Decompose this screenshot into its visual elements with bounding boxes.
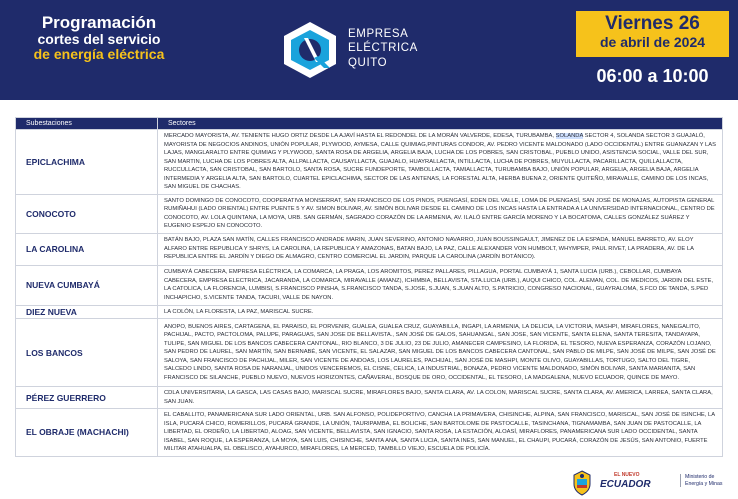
ministry-line-2: Energía y Minas: [685, 480, 723, 487]
sectors-list: [158, 233, 723, 265]
column-header-substations: Subestaciones: [16, 118, 158, 130]
sectors-text: BATÁN BAJO, PLAZA SAN MATÍN, CALLES FRANCISCO ANDRADE MARIN, JUAN SEVERINO, ANTONIO NAVARRO, JUAN BOUSSINGAULT, JIMENEZ DE LA ESPADA, MANUEL BARRETO, AV. ELOY ALFARO ENTRE REPUBLICA Y SHRYS, LA CAROLINA, LA REPUBLICA Y AMAZONAS, BATAN BAJO, LA PAZ, CALLE ALEXANDER VON HUMBOLT, WHYMPER, PAUL RIVET, LA PRADERA, AV. DE LA REPUBLICA ENTRE EL JARDÍN Y DIEGO DE ALMAGRO, CENTRO COMERCIAL EL JARDIN, PARQUE LA CAROLINA (JARDÍN BOTÁNICO).: [164, 237, 694, 261]
date-day: Viernes 26: [605, 13, 700, 34]
table-row: [16, 409, 723, 457]
table-row: [16, 319, 723, 387]
substation-name: LOS BANCOS: [16, 319, 158, 387]
substation-name: EL OBRAJE (MACHACHI): [16, 409, 158, 457]
substation-name: CONOCOTO: [16, 194, 158, 233]
company-name: [348, 27, 418, 70]
sectors-text: MERCADO MAYORISTA, AV. TENIENTE HUGO ORTIZ DESDE LA AJAVÍ HASTA EL REDONDEL DE LA MORÁN VALVERDE, EDESA, TURUBAMBA,: [164, 133, 556, 139]
substation-name: EPICLACHIMA: [16, 130, 158, 195]
ecuador-coat-of-arms-icon: [570, 470, 594, 496]
outage-table: [15, 117, 723, 457]
substation-name: DIEZ NUEVA: [16, 305, 158, 319]
footer-logos: [570, 470, 730, 496]
sectors-text: SANTO DOMINGO DE CONOCOTO, COOPERATIVA MONSERRAT, SAN FRANCISCO DE LOS PINOS, PUENGASÍ, EDEN DEL VALLE, LOMA DE PUENGASÍ, SAN JOSÉ DE MONAJAS, AUTOPISTA GENERAL RUMIÑAHUI (LADO ORIENTAL) ENTRE PUENTE 5 Y AV. SIMON BOLIVAR, AV. SIMÓN BOLIVAR DESDE EL CAMINO DE LOS INCAS HASTA LA ENTRADA A LA UNIVERSIDAD INTERNACIONAL, CENTRO DE CONOCOTO, AV. LOLA QUINTANA, LA MOYA, URB. SAN GERMÁN, SAGRADO CORAZÓN DE LA ARMENIA, AV. ILALÓ ENTRE GARCÍA MORENO Y LA BOCATOMA, CALLES GONZÁLEZ SUÁREZ Y EUGENIO ESPEJO EN CONOCOTO.: [164, 197, 715, 229]
program-title: [24, 14, 174, 63]
table-header-row: [16, 118, 723, 130]
title-line-2: cortes del servicio: [37, 31, 161, 48]
sectors-text: CDLA UNIVERSITARIA, LA GASCA, LAS CASAS BAJO, MARISCAL SUCRE, MIRAFLORES BAJO, SANTA CLARA, AV. LA COLON, MARISCAL SUCRE, SANTA CLARA, AV. AMERICA, LARREA, SANTA CLARA, SAN JUAN.: [164, 390, 713, 405]
title-line-1: Programación: [41, 13, 157, 32]
time-slot: 06:00 a 10:00: [596, 66, 709, 86]
sectors-list: [158, 409, 723, 457]
substation-name: PÉREZ GUERRERO: [16, 387, 158, 409]
table-row: [16, 130, 723, 195]
sectors-text: LA COLÓN, LA FLORESTA, LA PAZ, MARISCAL SUCRE.: [164, 308, 314, 315]
sectors-list: [158, 305, 723, 319]
el-nuevo-label: EL NUEVO: [614, 472, 640, 478]
sectors-text: EL CABALLITO, PANAMERICANA SUR LADO ORIENTAL, URB. SAN ALFONSO, POLIDEPORTIVO, CANCHA LA PRIMAVERA, CHISINCHE, ALPINA, SAN FRANCISCO, MARISCAL, SAN JOSÉ DE ISINCHE, LA ISLA, PUCARÁ CHICO, ROMERILLOS, PUCARÁ GRANDE, LA UNIÓN, TAURIPAMBA, EL BOLICHE, SAN BARTOLOME DE PASTOCALLE, TASINCHANA, TIGNAMAMBA, SAN JUAN DE PASTOCALLE, LA LIBERTAD, EL ORDEÑO, LA LIBERTAD, ALOAG, SAN VICENTE, BELLAVISTA, SAN IGNACIO, SANTA ROSA, LA ESTACIÓN, ALOASÍ, MIRAFLORES, PANAMERICANA SUR LADO OCCIDENTAL, SANTA ISABEL, SAN ROQUE, LA ESPERANZA, LA MOYA, SAN LUIS, CHISINCHE, SANTA ANA, SANTA LUCIA, SANTA INES, SAN MANUEL, EL CHAUPI, PUCARÁ, CORAZÓN DE JESÚS, SAN ANTONIO, FUERTE MILITAR ATAHUALPA, EL OBELISCO, AYAHURCO, MIRAFLORES, LA MERCED, TAMBILLO VIEJO, ESCUELA DE POLICÍA.: [164, 412, 715, 452]
substation-name: LA CAROLINA: [16, 233, 158, 265]
ecuador-logo-text: ECUADOR: [600, 479, 651, 490]
company-line-2: ELÉCTRICA: [348, 42, 418, 55]
sectors-list: [158, 387, 723, 409]
sectors-list: [158, 319, 723, 387]
ministry-line-1: Ministerio de: [685, 474, 715, 480]
date-badge: [576, 11, 729, 57]
sectors-text: SECTOR 4, SOLANDA SECTOR 3 GUAJALÓ, MAYORISTA DE NEGOCIOS ANDINOS, UNIÓN POPULAR, PLYWOOD, AYMESA, CALLE QUIMIAG,PINTURAS CONDOR, AV. PEDRO VICENTE MALDONADO (LADO OCCIDENTAL) ENTRE GUANAZAN Y LAS LAJAS, MANGLARALTO ENTRE QUIMIAG Y PLYWOOD, SANTA ROSA DE ARGELIA, ARGELIA BAJA, LUCHA DE LOS POBRES, SAN CRISTOBAL, PUEBLO UNIDO, ASISTENCIA SOCIAL, VALLE DEL SUR, SAN MARTIN, LUCHA DE LOS POBRES ALTA, ALLPALLACTA, CAUSAYLLACTA, GUAJALO, HUAYRALLACTA, INTILLACTA, LUCHA DE POBRES, MUYULLACTA, PACARILLACTA, QUILLALLACTA, RUCCULLACTA, SAN CRISTOBAL, SAN BARTOLO, SANTA ROSA, SUCRE FUNDEPORTE, TAMBOLLACTA, TAMIALLACTA, TURUBAMBA BAJO, UNIÓN POPULAR, ARGELIA, ARGELIA BAJA, ARGELIA INTERMEDIA Y ARGELIA ALTA, SAN BARTOLO, CUARTEL EPICLACHIMA, SECTOR DE LAS ANTENAS, LA FORESTAL ALTA, HIERBA BUENA 2, ORIENTE QUITEÑO, MIRAVALLE, CAMINO DE LOS INCAS, SAN MIGUEL DE CHACHAS.: [164, 133, 716, 190]
company-line-1: EMPRESA: [348, 28, 409, 40]
column-header-sectors: Sectores: [158, 118, 723, 130]
ministry-label: [680, 474, 730, 487]
sectors-text: CUMBAYÁ CABECERA, EMPRESA ELÉCTRICA, LA COMARCA, LA PRAGA, LOS AROMITOS, PEREZ PALLARES, PILLAGUA, PORTAL CUMBAYÁ 1, SANTA LUCIA (URB.), CEBOLLAR, CUMBAYA CABECERA, EMPRESA ELECTRICA, JACARANDA, LA COMARCA, MIRAVALLE (AMANZ), ICHIMBIA, BELLAVISTA, STA.LUCIA (URB.), AUQUI CHICO, COL. ALEMAN, COL. DE MEDICOS, JARDIN DEL ESTE, LA CATOLICA, LA FLORENCIA, LUMBISI, S.FRANCISCO PINSHA, S.FRANCISCO TANDA, S.JOSE, S.JUAN, S.JUAN ALTO, S.PATRICIO, CONGRESO NACIONAL, GUAYRALOMA, S.FCO DE TANDA, S.PED INCHAPICHO, S.VICENTE TANDA, TACURI, VALLE DE NAYON.: [164, 269, 714, 301]
header-banner: [0, 0, 738, 100]
sectors-highlight: SOLANDA: [555, 133, 583, 139]
table-row: [16, 265, 723, 305]
table-row: [16, 233, 723, 265]
table-row: [16, 194, 723, 233]
table-row: [16, 305, 723, 319]
sectors-list: [158, 265, 723, 305]
company-line-3: QUITO: [348, 56, 388, 69]
eeq-logo-icon: [278, 18, 342, 82]
sectors-text: ANOPO, BUENOS AIRES, CARTAGENA, EL PARAISO, EL PORVENIR, GUALEA, GUALEA CRUZ, GUAYABILLA, INGAPI, LA ARMENIA, LA DELICIA, LA VICTORIA, MASHPI, MIRAFLORES, NANEGALITO, PACHIJAL, PACTO, PACTOLOMA, PALUPE, PARAGUAS, SAN JOSE DE BELLAVISTA., SAN JOSÉ DE GALOS, SAHUANGAL, SAN JOSE, SAN VICENTE, SANTA ELENA, SANTA TERESITA, TANDAYAPA, TULIPE, SAN MIGUEL DE LOS BANCOS CABECERA CANTONAL, RIO BLANCO, 3 DE JULIO, 23 DE JULIO, AMANECER CAMPESINO, LA FLORIDA, EL TESORO, NUEVA ESPERANZA, CORAZÓN LOJANO, SAN PEDRO DE LAUREL, SAN MARTÍN, SAN BERNABÉ, SAN VICENTE, EL SALAZAR, SAN MIGUEL DE LOS BANCOS CABECERA CANTONAL, SAN PABLO DE MILPE, SAN JOSÉ DE MILPE, SAN JOSÉ DE SALOYA, SAN FRANCISCO DE PACHIJAL, MILER, SAN VICENTE DE ANDOAS, LOS LAURELES, PACHIJAL, SAN JOSÉ DE MASHPI, MONTE OLIVO, GUAYABILLAS, TORTUGO, SALTO DEL TIGRE, SALCEDO LINDO, SANTA ROSA DE NARANJAL, UNIDOS VENCEREMOS, EL CISNE, CELICA, LA INDUSTRIAL, BONAZA, PEDRO VICENTE MALDONADO, SIMÓN BOLIVAR, SANTA MARIANITA, SAN FRANCISCO DE SILANCHE, PUEBLO NUEVO, NUEVOS HORIZONTES, CAÑAVERAL, BOSQUE DE ORO, OCCIDENTAL, EL TESORO, LA MADGALENA, NUEVO ECUADOR, QUINCE DE MAYO.: [164, 323, 716, 381]
table-row: [16, 387, 723, 409]
sectors-list: [158, 130, 723, 195]
title-line-3: de energía eléctrica: [33, 46, 165, 63]
date-full: de abril de 2024: [599, 34, 706, 50]
substation-name: NUEVA CUMBAYÁ: [16, 265, 158, 305]
sectors-list: [158, 194, 723, 233]
